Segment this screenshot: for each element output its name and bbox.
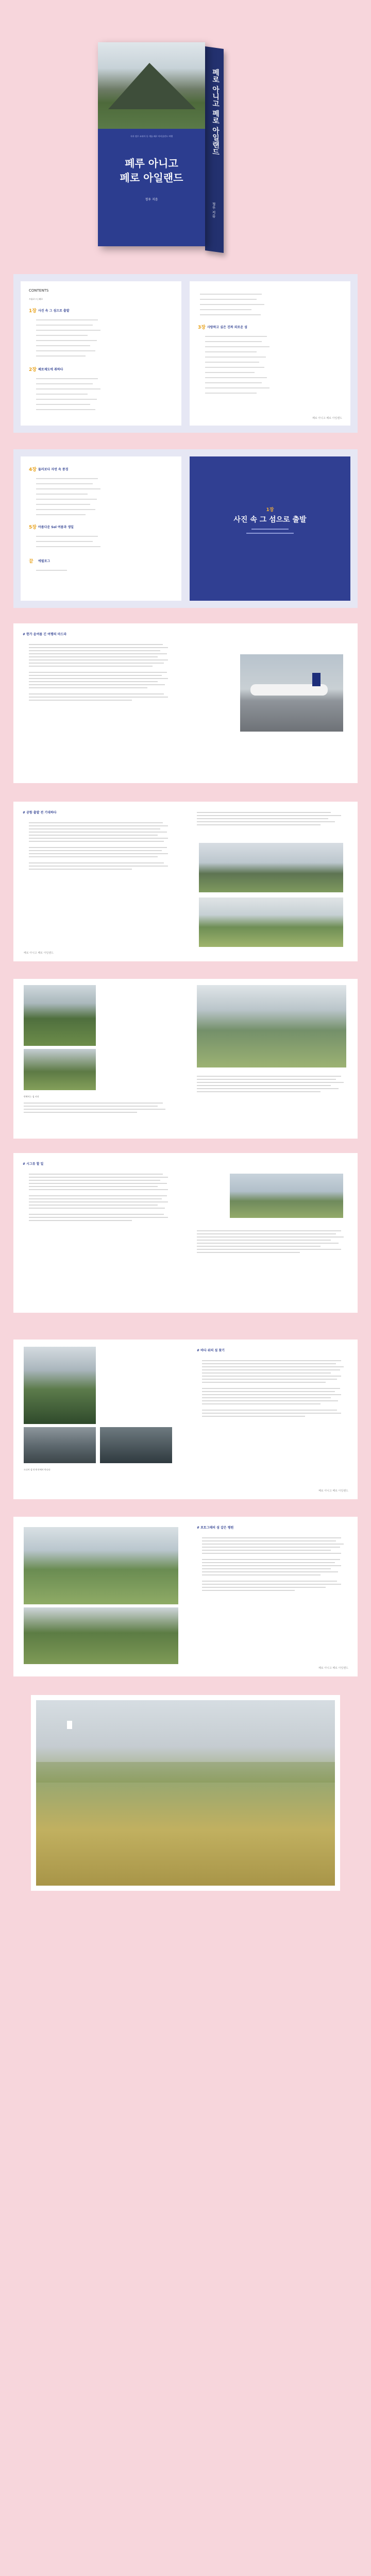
spine-author: 정우 지음 xyxy=(212,201,216,218)
field-photo xyxy=(199,897,343,947)
toc-epilogue-title: 에필로그 xyxy=(38,560,50,563)
toc-left-page xyxy=(21,281,181,426)
toc-heading: CONTENTS xyxy=(29,289,49,293)
spread-4 xyxy=(13,802,358,961)
spread-8 xyxy=(13,1517,358,1676)
toc2-left-page xyxy=(21,456,181,601)
cover-tagline: 저자 정우 코리아 등 개를 페로 아이슬란드 여행 xyxy=(130,135,173,138)
toc-spread-1 xyxy=(13,274,358,433)
cave-photo xyxy=(24,1427,96,1463)
book-cover xyxy=(98,42,205,246)
valley-photo xyxy=(24,1049,96,1090)
final-photo-page xyxy=(31,1695,340,1891)
coast-photo xyxy=(199,843,343,892)
toc-spread-2 xyxy=(13,449,358,608)
spread-6 xyxy=(13,1153,358,1313)
toc-chapter2-num: 2장 xyxy=(29,367,37,372)
toc-right-page xyxy=(190,281,350,426)
houses-photo xyxy=(197,985,346,1067)
chapter-opening-title: 사진 속 그 섬으로 출발 xyxy=(233,516,307,524)
spine-title: 페로 아니고 페로 아일랜드 xyxy=(211,67,220,156)
spread-3 xyxy=(13,623,358,783)
dark-photo xyxy=(100,1427,172,1463)
section-title-1: # 한가 윤여름 긴 여행의 마드라 xyxy=(23,633,67,636)
section-title-3: # 시그뮤 할 일 xyxy=(23,1162,44,1166)
pasture-photo xyxy=(24,1607,178,1664)
toc-chapter1-num: 1장 xyxy=(29,309,37,314)
toc-epilogue-num: 끝 xyxy=(29,559,33,564)
page-footer-4: 페로 아니고 페로 아일랜드 xyxy=(318,1667,348,1670)
book-spine xyxy=(205,46,224,253)
section-title-4: # 바다 위의 섬 찾기 xyxy=(197,1349,225,1352)
page-footer: 페로 아니고 페로 아일랜드 xyxy=(312,417,342,420)
section-title-5: # 포토그래피 섬 같은 평원 xyxy=(197,1526,234,1530)
toc-chapter5-title: 아름다운 Sol 여름과 생일 xyxy=(38,526,74,529)
toc-chapter5-num: 5장 xyxy=(29,525,37,530)
toc-chapter1-title: 사진 속 그 섬으로 출발 xyxy=(38,309,70,313)
cliff-photo xyxy=(24,985,96,1046)
airplane-photo xyxy=(240,654,343,732)
cover-photo xyxy=(98,42,205,129)
toc-chapter3-title: 사랑하고 싶은 진짜 외로운 섬 xyxy=(207,326,247,329)
page-footer-3: 페로 아니고 페로 아일랜드 xyxy=(318,1489,348,1493)
section-title-2: # 공항 출발 전 기대하다 xyxy=(23,811,57,815)
sea-cliff-photo xyxy=(24,1347,96,1424)
page-footer-2: 페로 아니고 페로 아일랜드 xyxy=(24,952,54,955)
toc-prologue: 프롤로그 | 페로 xyxy=(29,298,43,300)
caption-2: 드디어 섬 안개 안에서 만나다 xyxy=(24,1468,50,1471)
village-photo xyxy=(24,1527,178,1604)
toc-chapter4-title: 둘러보다 자연 속 풍경 xyxy=(38,468,69,471)
chapter-opening-num: 1장 xyxy=(266,507,274,513)
toc-chapter2-title: 페로제도에 취하다 xyxy=(38,368,63,371)
bus-photo xyxy=(230,1174,343,1218)
caption-1: 반짝이는 섬 사진 xyxy=(24,1095,39,1098)
spread-5 xyxy=(13,979,358,1139)
cover-author: 정우 지음 xyxy=(145,198,158,201)
hillside-photo xyxy=(36,1700,335,1886)
toc-chapter3-num: 3장 xyxy=(198,325,206,330)
cover-title-line1: 페루 아니고 xyxy=(125,157,178,170)
chapter-opening-page xyxy=(190,456,350,601)
spread-7 xyxy=(13,1340,358,1499)
toc-chapter4-num: 4장 xyxy=(29,467,37,472)
cover-title-line2: 페로 아일랜드 xyxy=(120,172,183,184)
